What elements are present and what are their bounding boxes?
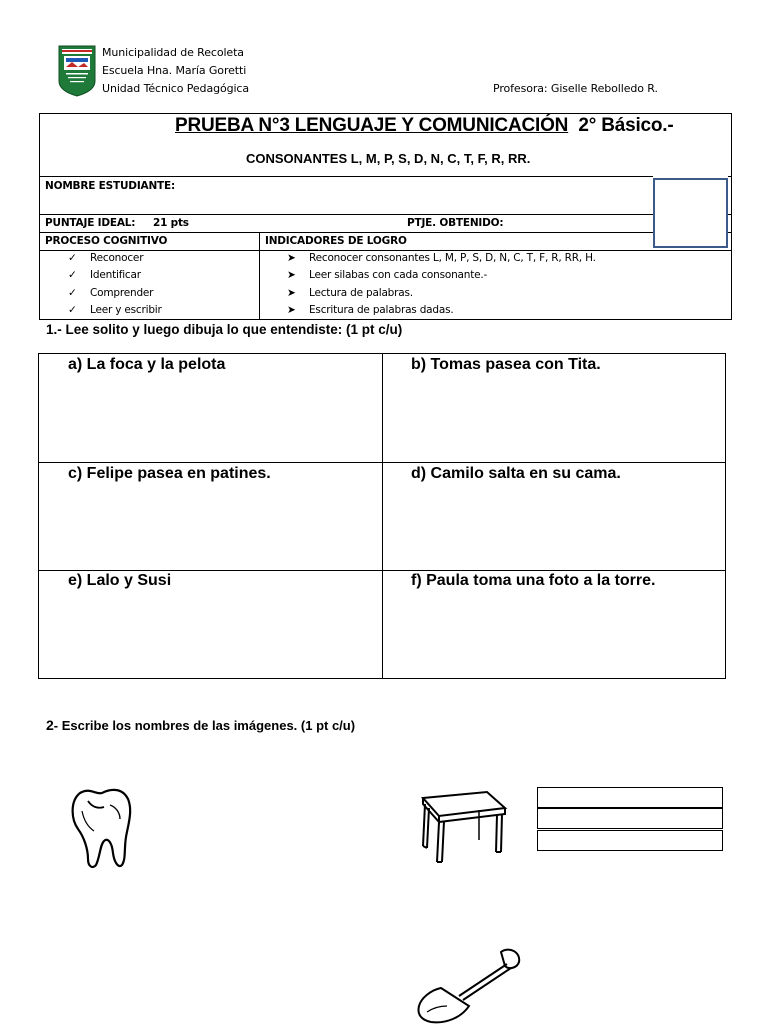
cognitive-process-header: PROCESO COGNITIVO <box>45 235 168 247</box>
arrow-bullet-icon: ➤ <box>287 269 296 281</box>
student-name-label: NOMBRE ESTUDIANTE: <box>45 180 175 192</box>
indicator-item: ➤ Escritura de palabras dadas. <box>287 304 454 316</box>
drawing-item-e: e) Lalo y Susi <box>68 572 172 589</box>
process-item: ✓ Reconocer <box>68 252 144 264</box>
process-item: ✓ Comprender <box>68 287 154 299</box>
drawing-item-c: c) Felipe pasea en patines. <box>68 465 271 482</box>
teacher-name: Profesora: Giselle Rebolledo R. <box>493 82 658 95</box>
school-logo <box>58 45 96 97</box>
test-grade: 2° Básico.- <box>578 115 674 136</box>
municipality-name: Municipalidad de Recoleta <box>102 46 244 59</box>
school-name: Escuela Hna. María Goretti <box>102 64 247 77</box>
obtained-score-label: PTJE. OBTENIDO: <box>407 217 504 229</box>
question-2-text: - Escribe los nombres de las imágenes. (1 pt c/u) <box>53 718 356 733</box>
indicator-item: ➤ Reconocer consonantes L, M, P, S, D, N, C, T, F, R, RR, H. <box>287 252 596 264</box>
unit-name: Unidad Técnico Pedagógica <box>102 82 250 95</box>
tooth-icon <box>66 785 138 870</box>
shovel-icon <box>413 946 528 1024</box>
answer-box[interactable] <box>537 808 723 829</box>
ideal-score-value: 21 pts <box>153 217 189 229</box>
ideal-score-label: PUNTAJE IDEAL: <box>45 217 136 229</box>
student-name-field[interactable] <box>180 178 650 212</box>
process-item: ✓ Identificar <box>68 269 141 281</box>
drawing-item-d: d) Camilo salta en su cama. <box>411 465 621 482</box>
answer-box[interactable] <box>537 830 723 851</box>
answer-box[interactable] <box>537 787 723 808</box>
arrow-bullet-icon: ➤ <box>287 252 296 264</box>
test-title-main: PRUEBA N°3 LENGUAJE Y COMUNICACIÓN <box>175 115 569 136</box>
question-2-prompt <box>46 717 355 735</box>
arrow-bullet-icon: ➤ <box>287 287 296 299</box>
test-title <box>175 115 674 137</box>
achievement-indicators-header: INDICADORES DE LOGRO <box>265 235 407 247</box>
check-icon: ✓ <box>68 287 77 299</box>
check-icon: ✓ <box>68 269 77 281</box>
arrow-bullet-icon: ➤ <box>287 304 296 316</box>
score-box[interactable] <box>653 178 728 248</box>
question-2-number: 2 <box>46 717 54 733</box>
check-icon: ✓ <box>68 252 77 264</box>
question-1-prompt: 1.- Lee solito y luego dibuja lo que entendiste: (1 pt c/u) <box>46 322 403 337</box>
drawing-item-a: a) La foca y la pelota <box>68 356 226 373</box>
check-icon: ✓ <box>68 304 77 316</box>
test-subtitle: CONSONANTES L, M, P, S, D, N, C, T, F, R, RR. <box>246 151 531 166</box>
indicator-item: ➤ Leer silabas con cada consonante.- <box>287 269 488 281</box>
indicator-item: ➤ Lectura de palabras. <box>287 287 413 299</box>
drawing-item-f: f) Paula toma una foto a la torre. <box>411 572 656 589</box>
drawing-item-b: b) Tomas pasea con Tita. <box>411 356 601 373</box>
table-icon <box>413 790 510 865</box>
process-item: ✓ Leer y escribir <box>68 304 162 316</box>
